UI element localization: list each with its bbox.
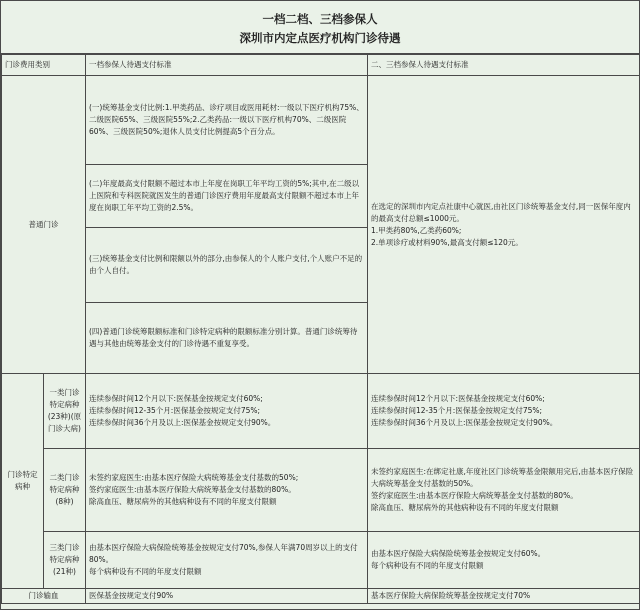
header-row	[2, 55, 640, 76]
special-2-tier1	[86, 449, 368, 532]
putong-tier1-item-1: (一)统筹基金支付比例:1.甲类药品、诊疗项目或医用耗材:一级以下医疗机构75%、二级医院65%、三级医院55%;2.乙类药品:一级以下医疗机构70%、二级医院60%、三级医院50%;退休人员支付比例提高5个百分点。	[86, 76, 368, 165]
putong-category: 普通门诊	[2, 76, 86, 374]
title-line-2: 深圳市内定点医疗机构门诊待遇	[239, 31, 401, 45]
shuxue-row	[2, 589, 640, 604]
special-1-name: 一类门诊特定病种(23种)(原门诊大病)	[44, 374, 86, 449]
putong-tier1-item-2: (二)年度最高支付限额不超过本市上年度在岗职工年平均工资的5%;其中,在二级以上医院和专科医院就医发生的普通门诊医疗费用年度最高支付限额不超过本市上年度在岗职工年平均工资的2.5%。	[86, 165, 368, 228]
special-category: 门诊特定病种	[2, 374, 44, 589]
special-row-1	[2, 374, 640, 449]
putong-tier1-item-3: (三)统筹基金支付比例和限额以外的部分,由参保人的个人账户支付,个人账户不足的由个人自付。	[86, 228, 368, 303]
special-2-name: 二类门诊特定病种(8种)	[44, 449, 86, 532]
putong-row-1	[2, 76, 640, 165]
special-1-tier1-line-2: 连续参保时间12-35个月:医保基金按规定支付75%;	[89, 406, 261, 415]
special-1-tier23-line-1: 连续参保时间12个月以下:医保基金按规定支付60%;	[371, 394, 545, 403]
shuxue-tier1: 医保基金按规定支付90%	[86, 589, 368, 604]
special-1-tier23-line-2: 连续参保时间12-35个月:医保基金按规定支付75%;	[371, 406, 543, 415]
benefit-table	[1, 54, 640, 604]
special-2-tier23	[368, 449, 640, 532]
putong-tier23-line-3: 2.单项诊疗或材料90%,最高支付额≤120元。	[371, 237, 523, 247]
title-line-1: 一档二档、三档参保人	[262, 12, 378, 26]
special-3-tier23-line-2: 每个病种设有不同的年度支付限额	[371, 561, 484, 570]
special-row-3	[2, 532, 640, 589]
special-2-tier23-line-1: 未签约家庭医生:在绑定社康,年度社区门诊统筹基金限额用完后,由基本医疗保险大病统筹基金支付基数的50%。	[371, 467, 634, 488]
special-3-tier1-line-1: 由基本医疗保险大病保险统筹基金按规定支付70%,参保人年满70周岁以上的支付80%。	[89, 543, 358, 564]
special-1-tier1-line-3: 连续参保时间36个月及以上:医保基金按规定支付90%。	[89, 418, 276, 427]
special-3-name: 三类门诊特定病种(21种)	[44, 532, 86, 589]
special-3-tier1	[86, 532, 368, 589]
special-2-tier23-line-2: 签约家庭医生:由基本医疗保险大病统筹基金支付基数的80%。	[371, 491, 578, 500]
special-1-tier1	[86, 374, 368, 449]
shuxue-tier23: 基本医疗保险大病保险统筹基金按规定支付70%	[368, 589, 640, 604]
header-category: 门诊费用类别	[2, 55, 86, 76]
header-tier1: 一档参保人待遇支付标准	[86, 55, 368, 76]
shuxue-category: 门诊输血	[2, 589, 86, 604]
special-3-tier23	[368, 532, 640, 589]
special-3-tier1-line-2: 每个病种设有不同的年度支付限额	[89, 567, 202, 576]
special-1-tier23	[368, 374, 640, 449]
special-3-tier23-line-1: 由基本医疗保险大病保险统筹基金按规定支付60%。	[371, 549, 546, 558]
special-row-2	[2, 449, 640, 532]
putong-tier23-line-2: 1.甲类药80%,乙类药60%;	[371, 225, 462, 235]
special-1-tier1-line-1: 连续参保时间12个月以下:医保基金按规定支付60%;	[89, 394, 263, 403]
special-2-tier1-line-3: 除高血压、糖尿病外的其他病种设有不同的年度支付限额	[89, 497, 277, 506]
table-title	[1, 1, 639, 54]
putong-tier1-item-4: (四)普通门诊统筹限额标准和门诊特定病种的限额标准分别计算。普通门诊统筹待遇与其他由统筹基金支付的门诊待遇不重复享受。	[86, 303, 368, 374]
special-2-tier1-line-2: 签约家庭医生:由基本医疗保险大病统筹基金支付基数的80%。	[89, 485, 296, 494]
special-1-tier23-line-3: 连续参保时间36个月及以上:医保基金按规定支付90%。	[371, 418, 558, 427]
header-tier23: 二、三档参保人待遇支付标准	[368, 55, 640, 76]
special-2-tier1-line-1: 未签约家庭医生:由基本医疗保险大病统筹基金支付基数的50%;	[89, 473, 299, 482]
putong-tier23-line-1: 在选定的深圳市内定点社康中心就医,由社区门诊统筹基金支付,同一医保年度内的最高支付总额≤1000元。	[371, 201, 631, 223]
putong-tier23	[368, 76, 640, 374]
special-2-tier23-line-3: 除高血压、糖尿病外的其他病种设有不同的年度支付限额	[371, 503, 559, 512]
